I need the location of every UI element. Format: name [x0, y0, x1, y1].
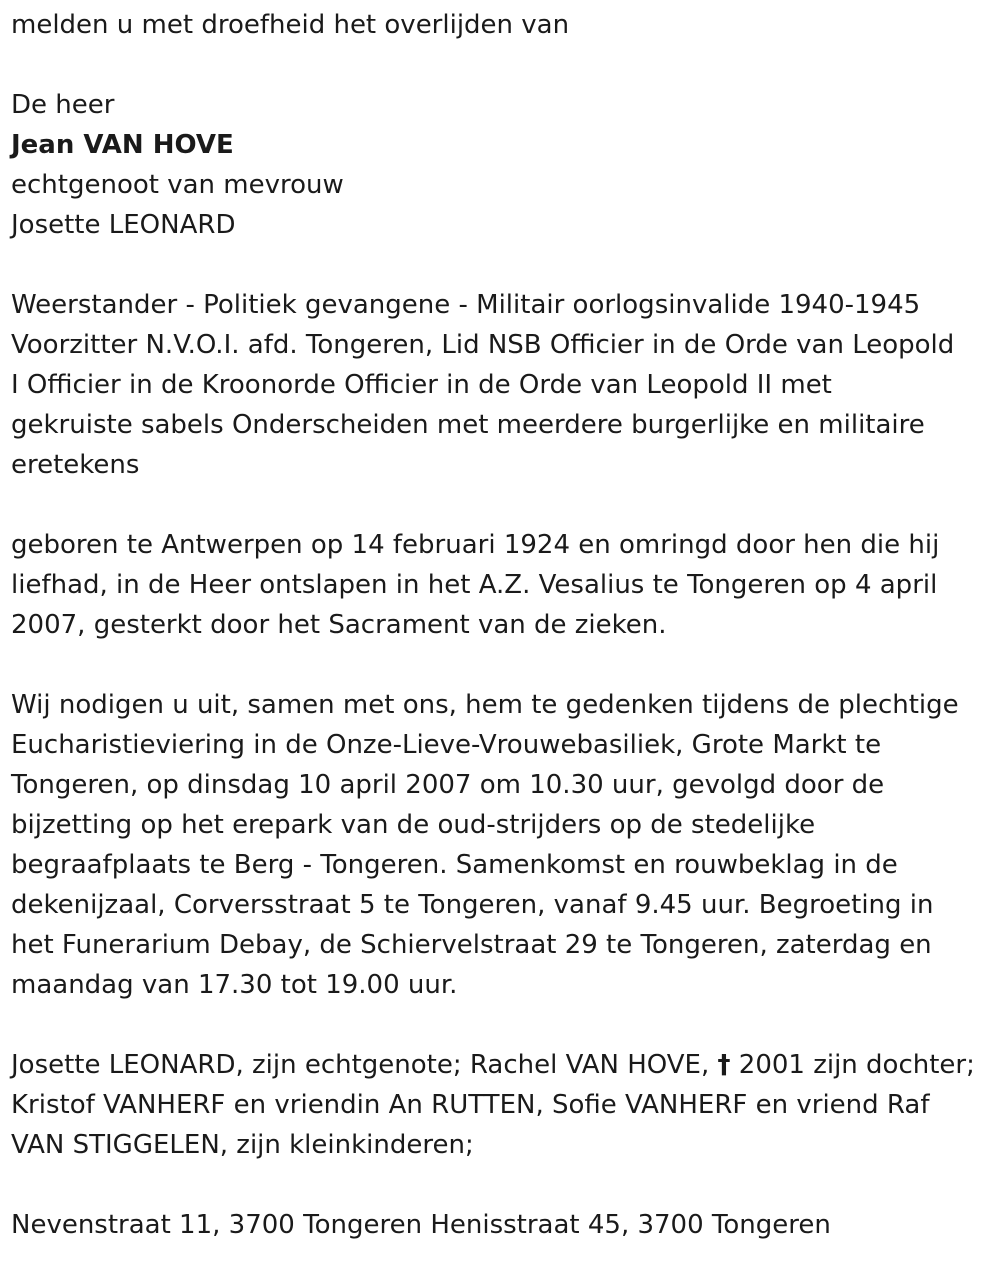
spacer [11, 1165, 993, 1205]
family-line [11, 1045, 993, 1085]
spacer [11, 45, 993, 85]
ceremony-paragraph [11, 685, 993, 1005]
family-line: VAN STIGGELEN, zijn kleinkinderen; [11, 1130, 474, 1160]
distinctions-line: Voorzitter N.V.O.I. afd. Tongeren, Lid NSB Officier in de Orde van Leopold [11, 330, 955, 360]
family-line-start: Josette LEONARD, zijn echtgenote; Rachel VAN HOVE, [11, 1050, 718, 1080]
ceremony-line: Tongeren, op dinsdag 10 april 2007 om 10.30 uur, gevolgd door de [11, 770, 885, 800]
spacer [11, 645, 993, 685]
ceremony-line: Eucharistieviering in de Onze-Lieve-Vrouwebasiliek, Grote Markt te [11, 730, 882, 760]
family-line: Kristof VANHERF en vriendin An RUTTEN, Sofie VANHERF en vriend Raf [11, 1090, 930, 1120]
spouse-name: Josette LEONARD [11, 210, 236, 240]
spouse-prefix: echtgenoot van mevrouw [11, 170, 344, 200]
family-paragraph [11, 1045, 993, 1165]
ceremony-line: het Funerarium Debay, de Schiervelstraat 29 te Tongeren, zaterdag en [11, 930, 932, 960]
ceremony-line: dekenijzaal, Corversstraat 5 te Tongeren, vanaf 9.45 uur. Begroeting in [11, 890, 934, 920]
cross-icon: † [717, 1050, 731, 1080]
birth-death-line: geboren te Antwerpen op 14 februari 1924 en omringd door hen die hij [11, 530, 940, 560]
salutation: De heer [11, 90, 115, 120]
birth-death-line: 2007, gesterkt door het Sacrament van de zieken. [11, 610, 667, 640]
ceremony-line: Wij nodigen u uit, samen met ons, hem te gedenken tijdens de plechtige [11, 690, 959, 720]
distinctions-line: I Officier in de Kroonorde Officier in de Orde van Leopold II met [11, 370, 832, 400]
distinctions-line: Weerstander - Politiek gevangene - Militair oorlogsinvalide 1940-1945 [11, 290, 921, 320]
spacer [11, 1005, 993, 1045]
deceased-name: Jean VAN HOVE [11, 130, 234, 160]
spacer [11, 485, 993, 525]
distinctions-paragraph [11, 285, 993, 485]
intro-text: melden u met droefheid het overlijden van [11, 10, 570, 40]
birth-death-paragraph [11, 525, 993, 645]
ceremony-line: maandag van 17.30 tot 19.00 uur. [11, 970, 458, 1000]
distinctions-line: eretekens [11, 450, 140, 480]
addresses: Nevenstraat 11, 3700 Tongeren Henisstraat 45, 3700 Tongeren [11, 1210, 831, 1240]
obituary-text [11, 5, 993, 1245]
ceremony-line: begraafplaats te Berg - Tongeren. Samenkomst en rouwbeklag in de [11, 850, 898, 880]
family-line-end: 2001 zijn dochter; [730, 1050, 975, 1080]
birth-death-line: liefhad, in de Heer ontslapen in het A.Z. Vesalius te Tongeren op 4 april [11, 570, 938, 600]
distinctions-line: gekruiste sabels Onderscheiden met meerdere burgerlijke en militaire [11, 410, 925, 440]
spacer [11, 245, 993, 285]
ceremony-line: bijzetting op het erepark van de oud-strijders op de stedelijke [11, 810, 816, 840]
